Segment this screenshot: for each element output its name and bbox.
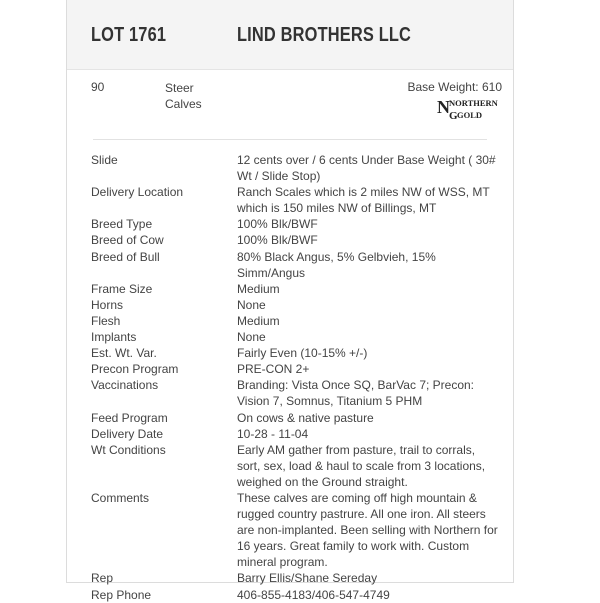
detail-row (91, 490, 501, 570)
detail-row (91, 329, 501, 345)
detail-value: Fairly Even (10-15% +/-) (237, 346, 368, 361)
logo-g-glyph: G (449, 110, 458, 120)
detail-label: Slide (91, 153, 118, 167)
detail-label: Breed Type (91, 217, 153, 232)
detail-label: Frame Size (91, 281, 153, 296)
detail-label: Breed of Bull (91, 249, 160, 264)
kind-line-1: Steer (165, 81, 194, 95)
head-count: 90 (91, 80, 105, 94)
detail-row (91, 152, 501, 184)
base-weight: Base Weight: 610 (407, 80, 502, 94)
section-divider (93, 139, 487, 140)
lot-header (67, 0, 513, 70)
detail-label: Est. Wt. Var. (91, 346, 157, 361)
detail-label: Rep Phone (91, 587, 152, 602)
detail-row (91, 232, 501, 248)
detail-row (91, 361, 501, 377)
detail-row (91, 377, 501, 409)
detail-value: 100% Blk/BWF (237, 217, 318, 232)
logo-n-glyph: N (437, 97, 450, 117)
detail-row (91, 345, 501, 361)
detail-label: Delivery Date (91, 426, 164, 441)
detail-label: Breed of Cow (91, 233, 164, 248)
detail-value: Medium (237, 281, 280, 296)
detail-value: None (237, 297, 266, 312)
detail-value: 12 cents over / 6 cents Under Base Weight ( 30# Wt / Slide Stop) (237, 153, 496, 184)
detail-label: Wt Conditions (91, 442, 166, 457)
detail-value: Ranch Scales which is 2 miles NW of WSS, MT which is 150 miles NW of Billings, MT (237, 185, 490, 216)
cattle-kind (165, 80, 202, 112)
detail-value: Medium (237, 313, 280, 328)
detail-label: Vaccinations (91, 378, 159, 393)
detail-label: Precon Program (91, 362, 179, 377)
kind-line-2: Calves (165, 97, 202, 111)
seller-name: LIND BROTHERS LLC (237, 24, 412, 46)
detail-row (91, 570, 501, 586)
detail-row (91, 184, 501, 216)
lot-number: LOT 1761 (91, 24, 167, 46)
detail-row (91, 313, 501, 329)
lot-details (91, 152, 501, 603)
detail-label: Comments (91, 490, 150, 505)
logo-line-2: GOLD (457, 110, 483, 120)
detail-label: Rep (91, 571, 114, 586)
lot-card (66, 0, 514, 602)
detail-value: 80% Black Angus, 5% Gelbvieh, 15% Simm/Angus (237, 249, 436, 280)
detail-label: Feed Program (91, 410, 168, 425)
detail-row (91, 442, 501, 490)
detail-value: Branding: Vista Once SQ, BarVac 7; Precon: Vision 7, Somnus, Titanium 5 PHM (237, 378, 475, 409)
detail-value: 100% Blk/BWF (237, 233, 318, 248)
detail-label: Implants (91, 330, 137, 345)
detail-value: Barry Ellis/Shane Sereday (237, 571, 378, 586)
detail-value: PRE-CON 2+ (237, 362, 310, 377)
detail-row (91, 249, 501, 281)
detail-value: None (237, 330, 266, 345)
detail-row (91, 426, 501, 442)
detail-row (91, 410, 501, 426)
detail-value: Early AM gather from pasture, trail to corrals, sort, sex, load & haul to scale from 3 locations, weighed on the Ground straight. (237, 442, 486, 489)
detail-row (91, 281, 501, 297)
detail-value: 10-28 - 11-04 (237, 426, 309, 441)
northern-gold-logo (437, 96, 509, 120)
detail-label: Horns (91, 297, 124, 312)
detail-row (91, 297, 501, 313)
detail-row (91, 587, 501, 603)
detail-value: On cows & native pasture (237, 410, 374, 425)
detail-label: Flesh (91, 313, 121, 328)
detail-value: These calves are coming off high mountain & rugged country pastrure. All one iron. All steers are non-implanted. Been selling with Northern for 16 years. Great family to work with. Custom mineral program. (237, 490, 498, 570)
detail-row (91, 216, 501, 232)
detail-value: 406-855-4183/406-547-4749 (237, 587, 390, 602)
detail-label: Delivery Location (91, 185, 184, 200)
logo-line-1: NORTHERN (449, 98, 498, 108)
